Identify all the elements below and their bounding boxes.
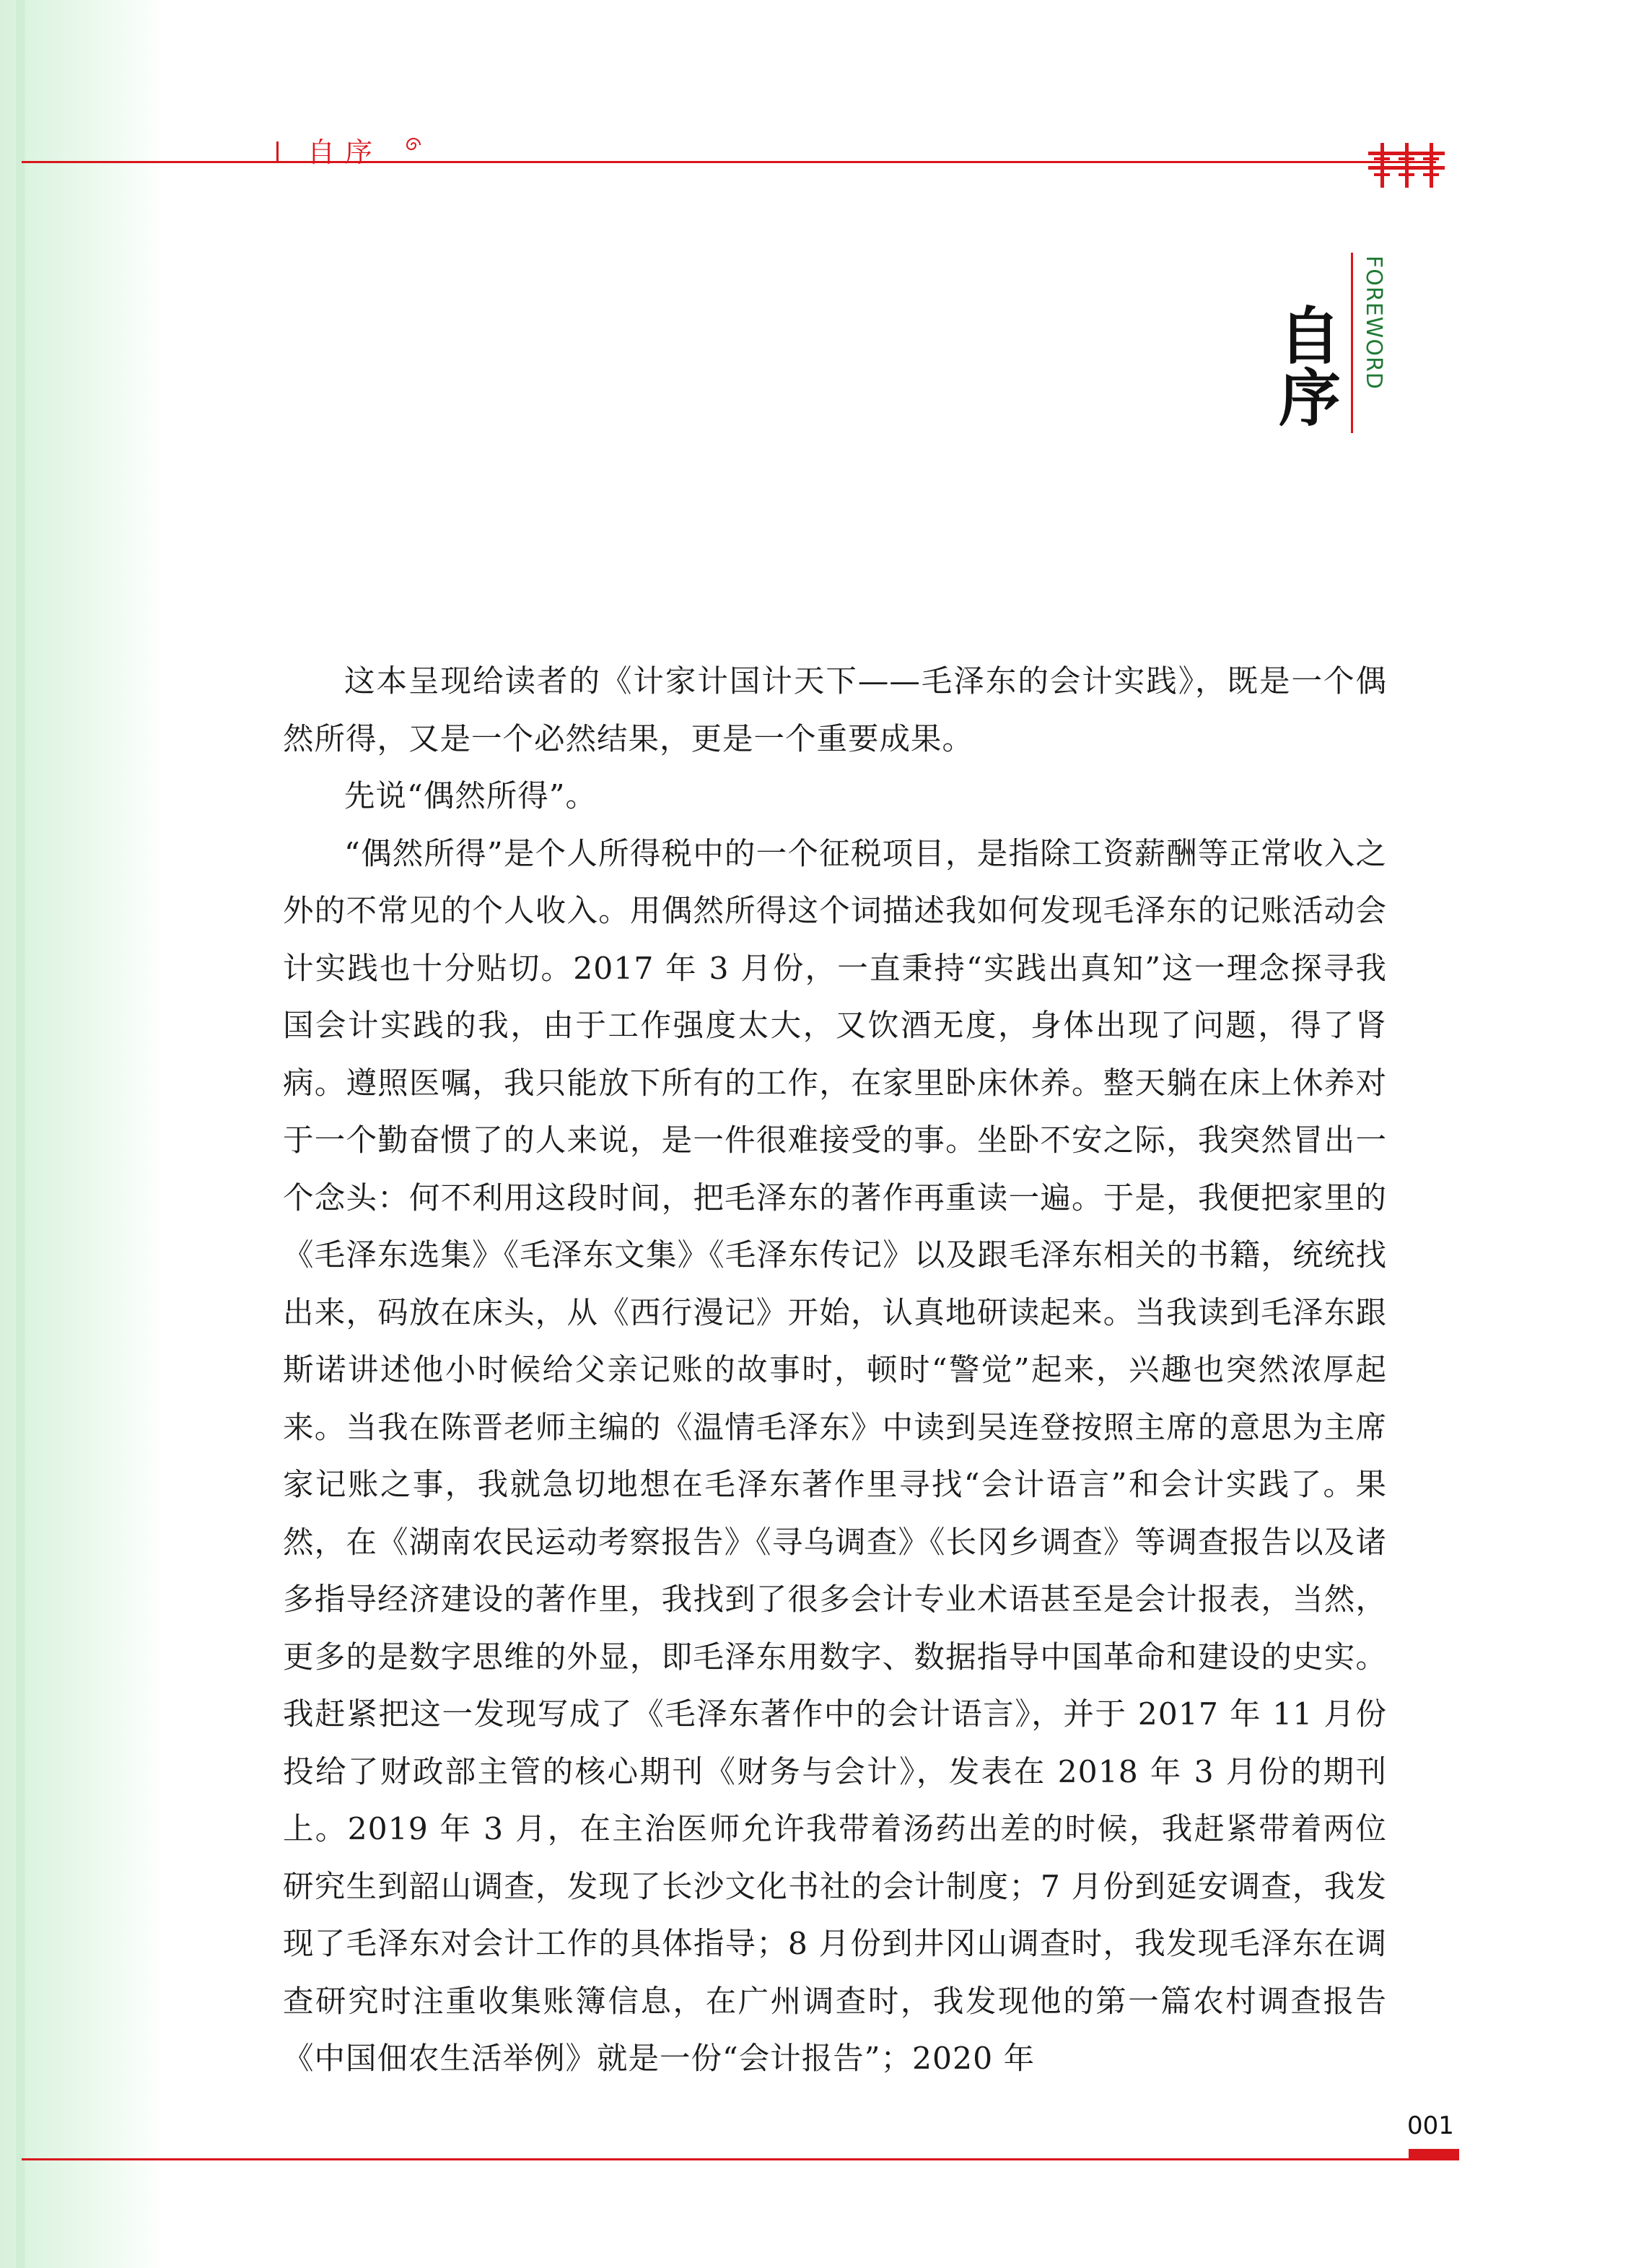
body-text (283, 653, 1387, 2088)
chapter-subtitle-en: FOREWORD (1361, 256, 1386, 390)
running-head: 自序 (307, 136, 383, 168)
paragraph: 先说“偶然所得”。 (344, 779, 597, 814)
header-tick (276, 141, 279, 163)
paragraph: “偶然所得”是个人所得税中的一个征税项目，是指除工资薪酬等正常收入之外的不常见的个人收入。用偶然所得这个词描述我如何发现毛泽东的记账活动会计实践也十分贴切。2017 年 3 月份，一直秉持“实践出真知”这一理念探寻我国会计实践的我，由于工作强度太大，又饮酒无度，身体出现了问题，得了肾病。遵照医嘱，我只能放下所有的工作，在家里卧床休养。整天躺在床上休养对于一个勤奋惯了的人来说，是一件很难接受的事。坐卧不安之际，我突然冒出一个念头：何不利用这段时间，把毛泽东的著作再重读一遍。于是，我便把家里的《毛泽东选集》《毛泽东文集》《毛泽东传记》以及跟毛泽东相关的书籍，统统找出来，码放在床头，从《西行漫记》开始，认真地研读起来。当我读到毛泽东跟斯诺讲述他小时候给父亲记账的故事时，顿时“警觉”起来，兴趣也突然浓厚起来。当我在陈晋老师主编的《温情毛泽东》中读到吴连登按照主席的意思为主席家记账之事，我就急切地想在毛泽东著作里寻找“会计语言”和会计实践了。果然，在《湖南农民运动考察报告》《寻乌调查》《长冈乡调查》等调查报告以及诸多指导经济建设的著作里，我找到了很多会计专业术语甚至是会计报表，当然，更多的是数字思维的外显，即毛泽东用数字、数据指导中国革命和建设的史实。我赶紧把这一发现写成了《毛泽东著作中的会计语言》，并于 2017 年 11 月份投给了财政部主管的核心期刊《财务与会计》，发表在 2018 年 3 月份的期刊上。2019 年 3 月，在主治医师允许我带着汤药出差的时候，我赶紧带着两位研究生到韶山调查，发现了长沙文化书社的会计制度；7 月份到延安调查，我发现了毛泽东对会计工作的具体指导；8 月份到井冈山调查时，我发现毛泽东在调查研究时注重收集账簿信息，在广州调查时，我发现他的第一篇农村调查报告《中国佃农生活举例》就是一份“会计报告”；2020 年 (283, 836, 1387, 2077)
title-rule (1351, 253, 1353, 433)
left-decorative-band (0, 0, 166, 2268)
paragraph: 这本呈现给读者的《计家计国计天下——毛泽东的会计实践》，既是一个偶然所得，又是一个必然结果，更是一个重要成果。 (283, 664, 1387, 757)
chapter-title: 自序 (1268, 303, 1340, 427)
header-ornament-icon (1367, 141, 1446, 189)
page-number: 001 (1407, 2111, 1454, 2140)
footer-rule (22, 2158, 1458, 2160)
header-rule (22, 161, 1436, 163)
swirl-ornament-icon (404, 136, 423, 154)
band-stripe (16, 0, 25, 2268)
